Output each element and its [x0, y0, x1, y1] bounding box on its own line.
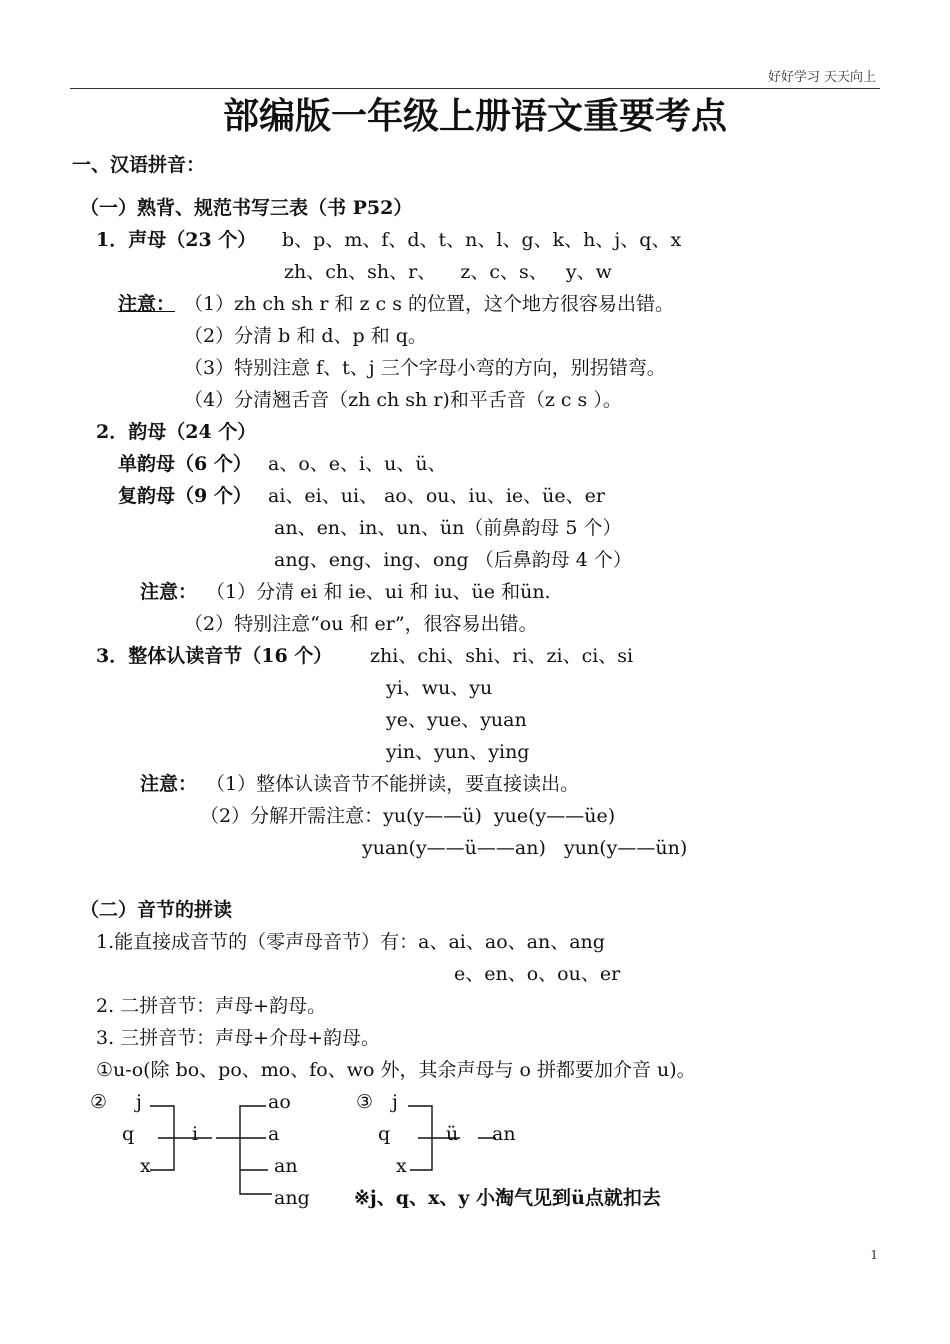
zhengti-line2: yi、wu、yu	[386, 677, 493, 699]
bracket-finals	[240, 1106, 272, 1194]
sub2-p3: 3. 三拼音节：声母+介母+韵母。	[96, 1027, 381, 1049]
notes2-n2: （2）特别注意“ou 和 er”，很容易出错。	[184, 613, 538, 635]
diagram-j: j	[136, 1091, 142, 1113]
diagram-a: a	[268, 1123, 280, 1145]
notes3-n2: （2）分解开需注意：yu(y——ü) yue(y——üe)	[200, 805, 616, 827]
sub2-p2: 2. 二拼音节：声母+韵母。	[96, 995, 327, 1017]
shengmu-label: 1．声母（23 个）	[96, 229, 257, 251]
notes1-label: 注意：	[118, 293, 176, 315]
sub1-heading: （一）熟背、规范书写三表（书 P52）	[80, 197, 413, 219]
notes2-n1: （1）分清 ei 和 ie、ui 和 iu、üe 和ün.	[206, 581, 551, 603]
notes3-n3: yuan(y——ü——an) yun(y——ün)	[362, 837, 688, 859]
page-number: 1	[870, 1248, 878, 1262]
zhengti-label: 3．整体认读音节（16 个）	[96, 645, 333, 667]
compound-yunmu-2: an、en、in、un、ün（前鼻韵母 5 个）	[274, 517, 622, 539]
single-yunmu-label: 单韵母（6 个）	[118, 453, 252, 475]
zhengti-line3: ye、yue、yuan	[386, 709, 527, 731]
sub2-p1: 1.能直接成音节的（零声母音节）有：a、ai、ao、an、ang	[96, 931, 605, 953]
diagram-i: i	[192, 1123, 199, 1145]
compound-yunmu-label: 复韵母（9 个）	[118, 485, 252, 507]
shengmu-line1: b、p、m、f、d、t、n、l、g、k、h、j、q、x	[282, 229, 682, 251]
notes3-n1: （1）整体认读音节不能拼读，要直接读出。	[206, 773, 580, 795]
notes1-n1: （1）zh ch sh r 和 z c s 的位置，这个地方很容易出错。	[184, 293, 675, 315]
zhengti-line4: yin、yun、ying	[386, 741, 530, 763]
diagram-mark-2: ②	[90, 1091, 108, 1113]
notes2-label: 注意：	[140, 581, 198, 603]
diagram-u: ü	[446, 1123, 459, 1145]
notes1-n4: （4）分清翘舌音（zh ch sh r)和平舌音（z c s ）。	[184, 389, 622, 411]
diagram-j2: j	[392, 1091, 398, 1113]
diagram-ang: ang	[274, 1187, 310, 1209]
shengmu-line2: zh、ch、sh、r、 z、c、s、 y、w	[284, 261, 612, 283]
sub2-p4: ①u-o(除 bo、po、mo、fo、wo 外，其余声母与 o 拼都要加介音 u)。	[96, 1059, 696, 1081]
diagram-q: q	[122, 1123, 135, 1145]
section1-heading: 一、汉语拼音：	[72, 154, 206, 176]
diagram-x: x	[140, 1155, 151, 1177]
diagram-x2: x	[396, 1155, 407, 1177]
sub2-heading: （二）音节的拼读	[80, 899, 233, 921]
compound-yunmu-3: ang、eng、ing、ong （后鼻韵母 4 个）	[274, 549, 632, 571]
notes3-label: 注意：	[140, 773, 198, 795]
notes1-n3: （3）特别注意 f、t、j 三个字母小弯的方向，别拐错弯。	[184, 357, 666, 379]
jqxy-rule: ※j、q、x、y 小淘气见到ü点就扣去	[354, 1187, 661, 1209]
notes1-n2: （2）分清 b 和 d、p 和 q。	[184, 325, 427, 347]
yunmu-label: 2．韵母（24 个）	[96, 421, 257, 443]
document-title: 部编版一年级上册语文重要考点	[222, 95, 727, 137]
diagram-ao: ao	[268, 1091, 291, 1113]
diagram-mark-3: ③	[356, 1091, 374, 1113]
compound-yunmu-1: ai、ei、ui、 ao、ou、iu、ie、üe、er	[268, 485, 605, 507]
diagram-q2: q	[378, 1123, 391, 1145]
diagram-an: an	[274, 1155, 298, 1177]
sub2-p1b: e、en、o、ou、er	[454, 963, 621, 985]
zhengti-line1: zhi、chi、shi、ri、zi、ci、si	[370, 645, 634, 667]
diagram-an2: an	[492, 1123, 516, 1145]
header-motto: 好好学习 天天向上	[767, 70, 876, 85]
single-yunmu: a、o、e、i、u、ü、	[268, 453, 447, 475]
